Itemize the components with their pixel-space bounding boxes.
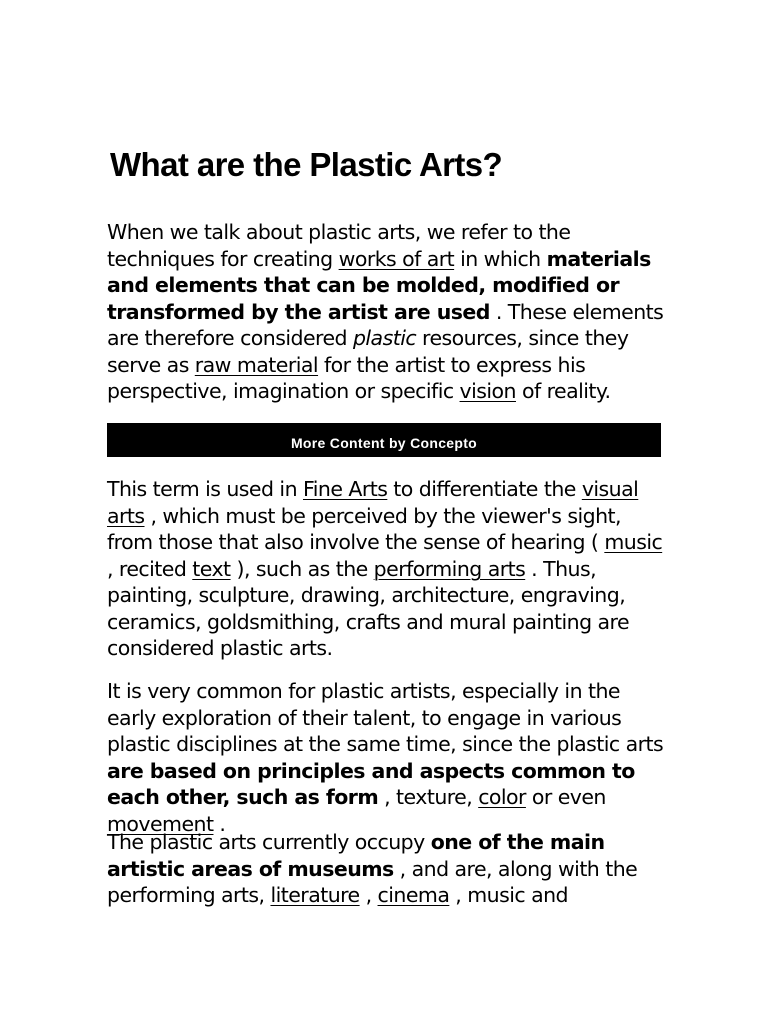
text-run: resources, since they serve as bbox=[107, 326, 629, 377]
text-run: or even bbox=[525, 785, 606, 809]
text-run: for the artist to express his perspective, imagination or specific bbox=[107, 352, 586, 403]
italic-text: plastic bbox=[352, 326, 417, 350]
more-content-banner[interactable] bbox=[107, 423, 661, 457]
text-run: . Thus, painting, sculpture, drawing, architecture, engraving, ceramics, goldsmithing, crafts and mural painting are considered plastic arts. bbox=[107, 556, 630, 660]
page-title: What are the Plastic Arts? bbox=[110, 146, 503, 183]
link-literature[interactable]: literature bbox=[270, 883, 360, 907]
paragraph-museums bbox=[107, 829, 667, 909]
bold-text: are based on principles and aspects common to each other, such as form bbox=[107, 758, 635, 809]
link-music[interactable]: music bbox=[604, 530, 663, 554]
link-text[interactable]: text bbox=[192, 556, 231, 581]
link-vision[interactable]: vision bbox=[459, 379, 516, 403]
banner-label: More Content by Concepto bbox=[290, 435, 478, 451]
paragraph-plastic-artists bbox=[107, 678, 667, 837]
text-run: , and are, along with the performing arts, bbox=[107, 856, 638, 907]
text-run: , recited bbox=[107, 556, 193, 581]
text-run: It is very common for plastic artists, especially in the early exploration of their talent, to engage in various plastic disciplines at the same time, since the plastic arts bbox=[107, 679, 664, 756]
link-works-of-art[interactable]: works of art bbox=[338, 246, 455, 271]
text-run: in which bbox=[454, 246, 547, 271]
paragraph-fine-arts bbox=[107, 476, 667, 662]
text-run: , bbox=[359, 883, 378, 907]
link-visual-arts[interactable]: visual arts bbox=[107, 477, 639, 528]
text-run: When we talk about plastic arts, we refer to the techniques for creating bbox=[107, 220, 571, 271]
paragraph-intro bbox=[107, 219, 667, 405]
link-performing-arts[interactable]: performing arts bbox=[373, 556, 526, 581]
link-cinema[interactable]: cinema bbox=[377, 883, 450, 907]
text-run: This term is used in bbox=[107, 477, 303, 501]
text-run: . bbox=[213, 811, 226, 836]
text-run: ), such as the bbox=[230, 556, 374, 581]
bold-text: one of the main artistic areas of museums bbox=[107, 830, 605, 881]
text-run: The plastic arts currently occupy bbox=[107, 830, 431, 854]
text-run: to differentiate the bbox=[387, 477, 582, 501]
text-run: , which must be perceived by the viewer's sight, from those that also involve the sense of hearing ( bbox=[107, 503, 621, 554]
link-raw-material[interactable]: raw material bbox=[194, 352, 319, 377]
text-run: of reality. bbox=[515, 379, 611, 403]
text-run: . These elements are therefore considered bbox=[107, 299, 664, 350]
link-movement[interactable]: movement bbox=[107, 811, 214, 836]
link-fine-arts[interactable]: Fine Arts bbox=[302, 477, 388, 501]
link-color[interactable]: color bbox=[478, 785, 526, 809]
text-run: , music and bbox=[449, 883, 568, 907]
bold-text: materials and elements that can be molded, modified or transformed by the artist are used bbox=[107, 246, 651, 324]
text-run: , texture, bbox=[378, 785, 479, 809]
